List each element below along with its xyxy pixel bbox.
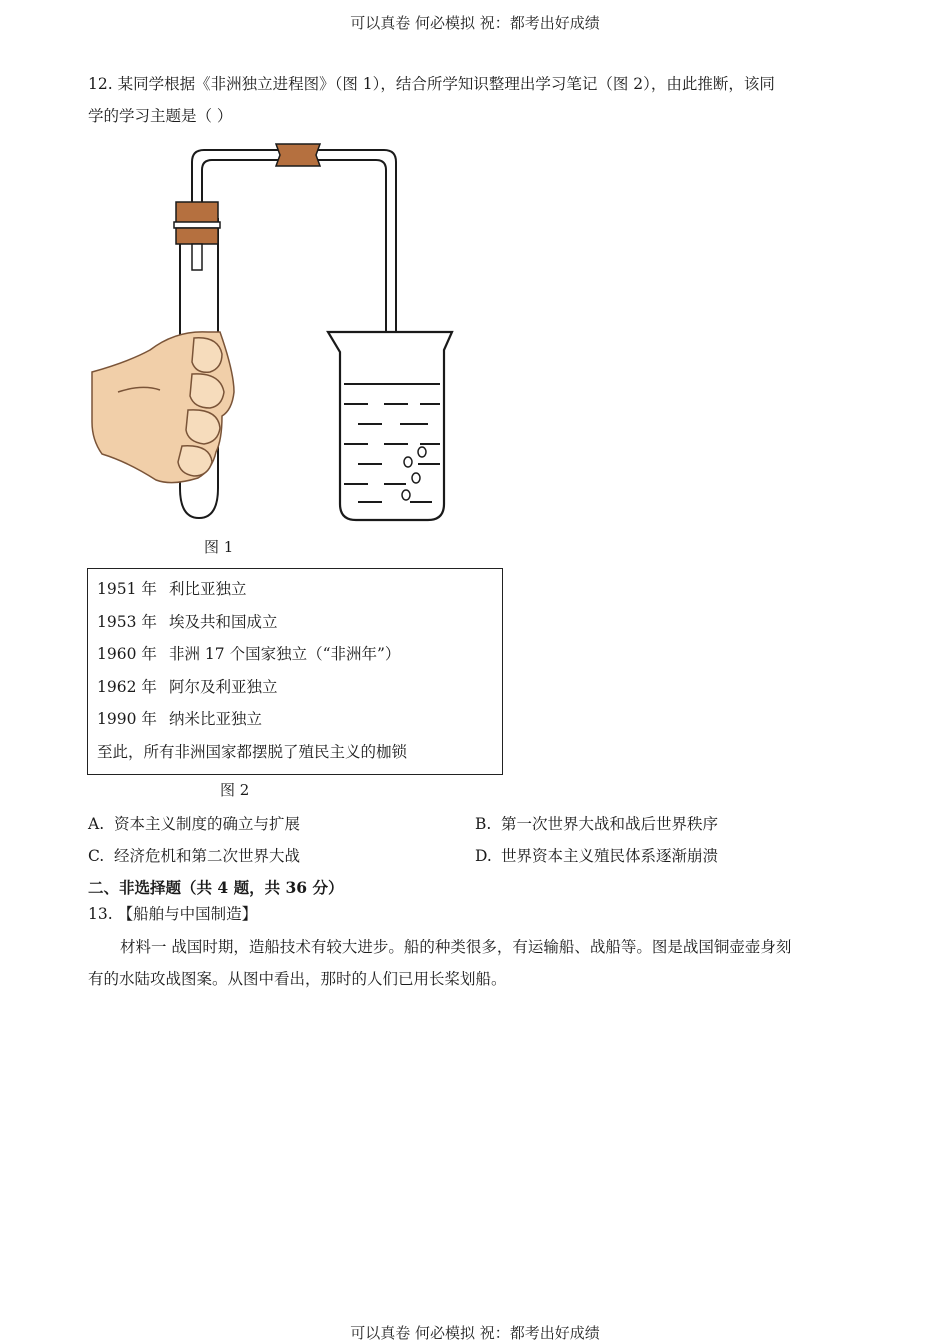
note-conclusion: 至此，所有非洲国家都摆脱了殖民主义的枷锁: [97, 743, 408, 761]
note-row: 1990 年 纳米比亚独立: [97, 710, 263, 728]
page-header: 可以真卷 何必模拟 祝：都考出好成绩: [350, 14, 600, 32]
note-row: 1962 年 阿尔及利亚独立: [97, 678, 278, 696]
question-12-line-2: 学的学习主题是（ ）: [88, 107, 233, 125]
section-2-heading: 二、非选择题（共 4 题，共 36 分）: [88, 878, 344, 897]
option-d[interactable]: D. 世界资本主义殖民体系逐渐崩溃: [475, 847, 719, 865]
page-footer: 可以真卷 何必模拟 祝：都考出好成绩: [350, 1324, 600, 1342]
figure-1-apparatus-illustration: [88, 140, 468, 530]
figure-2-caption: 图 2: [220, 781, 250, 799]
option-b[interactable]: B. 第一次世界大战和战后世界秩序: [475, 815, 719, 833]
material-1-line-1: 材料一 战国时期，造船技术有较大进步。船的种类很多，有运输船、战船等。图是战国铜壶壶身刻: [120, 938, 792, 956]
question-13-title: 13. 【船舶与中国制造】: [88, 905, 258, 923]
question-12-line-1: 12. 某同学根据《非洲独立进程图》（图 1），结合所学知识整理出学习笔记（图 2），由此推断，该同: [88, 75, 775, 93]
figure-1-caption: 图 1: [204, 538, 234, 556]
stopper-top: [176, 202, 218, 224]
note-row: 1953 年 埃及共和国成立: [97, 613, 278, 631]
rubber-connector: [276, 144, 320, 166]
option-a[interactable]: A. 资本主义制度的确立与扩展: [88, 815, 301, 833]
option-c[interactable]: C. 经济危机和第二次世界大战: [88, 847, 301, 865]
stopper-bottom: [176, 228, 218, 244]
note-row: 1960 年 非洲 17 个国家独立（“非洲年”）: [97, 645, 401, 663]
study-notes-box: [87, 568, 503, 775]
note-row: 1951 年 利比亚独立: [97, 580, 247, 598]
hand: [92, 332, 234, 483]
material-1-line-2: 有的水陆攻战图案。从图中看出，那时的人们已用长桨划船。: [88, 970, 507, 988]
beaker: [328, 332, 452, 520]
